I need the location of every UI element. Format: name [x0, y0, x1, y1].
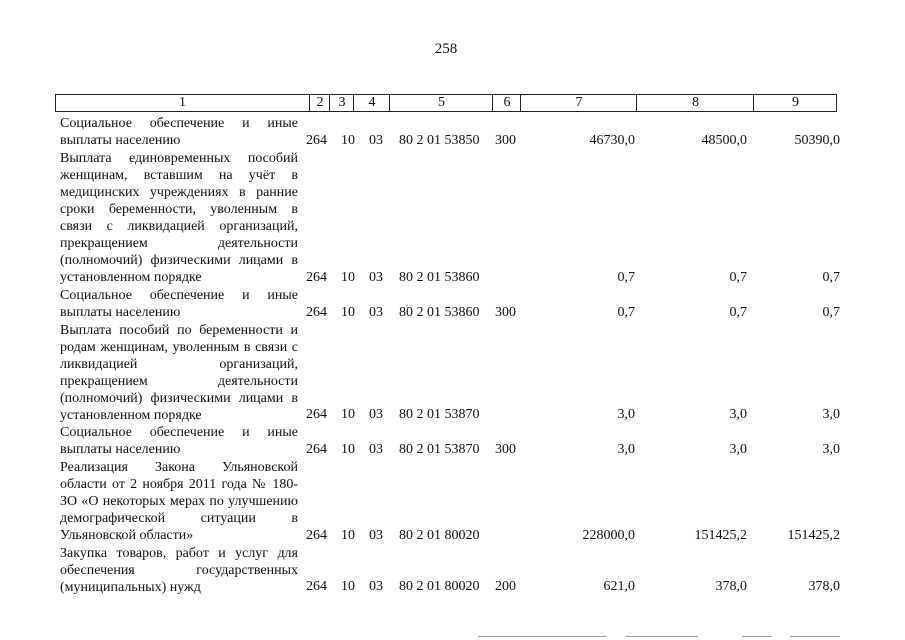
row-col-2: 264 [306, 528, 327, 543]
row-col-3: 10 [341, 407, 355, 422]
row-col-6: 300 [495, 442, 516, 457]
row-description: Реализация Закона Ульяновской области от 2 ноября 2011 года № 180-ЗО «О некоторых мерах по улучшению демографической ситуации в Ульяновской области» [60, 460, 298, 543]
row-description: Выплата пособий по беременности и родам женщинам, уволенным в связи с ликвидацией организаций, прекращением деятельности (полномочий) физическими лицами в установленном порядке [60, 323, 298, 423]
header-col-7: 7 [520, 95, 637, 111]
table-header [55, 94, 837, 112]
scan-artifact-line [790, 636, 840, 637]
row-col-3: 10 [341, 270, 355, 285]
header-col-4: 4 [353, 95, 390, 111]
row-col-8: 0,7 [729, 305, 747, 320]
scan-artifact-line [742, 636, 772, 637]
header-col-3: 3 [329, 95, 354, 111]
row-col-7: 3,0 [617, 442, 635, 457]
row-col-4: 03 [369, 442, 383, 457]
row-col-5: 80 2 01 53870 [399, 442, 480, 457]
row-col-3: 10 [341, 442, 355, 457]
row-col-7: 46730,0 [589, 133, 635, 148]
row-col-3: 10 [341, 133, 355, 148]
row-col-6: 300 [495, 305, 516, 320]
row-col-9: 151425,2 [787, 528, 840, 543]
row-col-2: 264 [306, 305, 327, 320]
row-col-4: 03 [369, 305, 383, 320]
row-col-7: 0,7 [617, 305, 635, 320]
row-col-4: 03 [369, 133, 383, 148]
row-col-5: 80 2 01 53850 [399, 133, 480, 148]
row-col-2: 264 [306, 133, 327, 148]
row-col-8: 48500,0 [701, 133, 747, 148]
row-col-4: 03 [369, 579, 383, 594]
row-description: Выплата единовременных пособий женщинам, вставшим на учёт в медицинских учреждениях в ранние сроки беременности, уволенным в связи с ликвидацией организаций, прекращением деятельности (полномочий) физическими лицами в установленном порядке [60, 151, 298, 285]
row-col-4: 03 [369, 407, 383, 422]
header-col-1: 1 [179, 95, 186, 110]
row-col-8: 378,0 [715, 579, 747, 594]
row-col-4: 03 [369, 528, 383, 543]
row-description: Социальное обеспечение и иные выплаты населению [60, 425, 298, 457]
row-col-8: 3,0 [729, 407, 747, 422]
row-col-7: 3,0 [617, 407, 635, 422]
row-col-2: 264 [306, 579, 327, 594]
row-description: Социальное обеспечение и иные выплаты населению [60, 288, 298, 320]
row-col-9: 3,0 [822, 407, 840, 422]
header-col-5: 5 [389, 95, 493, 111]
row-col-6: 300 [495, 133, 516, 148]
header-col-2: 2 [309, 95, 330, 111]
row-col-7: 0,7 [617, 270, 635, 285]
header-col-6: 6 [492, 95, 521, 111]
row-col-2: 264 [306, 442, 327, 457]
row-col-8: 0,7 [729, 270, 747, 285]
row-col-9: 3,0 [822, 442, 840, 457]
scan-artifact-line [478, 636, 606, 637]
row-col-8: 3,0 [729, 442, 747, 457]
row-col-4: 03 [369, 270, 383, 285]
row-col-8: 151425,2 [694, 528, 747, 543]
row-col-5: 80 2 01 80020 [399, 528, 480, 543]
row-col-9: 0,7 [822, 305, 840, 320]
row-col-2: 264 [306, 270, 327, 285]
row-col-3: 10 [341, 305, 355, 320]
row-col-5: 80 2 01 53870 [399, 407, 480, 422]
page-number: 258 [434, 41, 458, 57]
row-col-7: 621,0 [603, 579, 635, 594]
row-description: Закупка товаров, работ и услуг для обеспечения государственных (муниципальных) нужд [60, 546, 298, 595]
row-col-5: 80 2 01 53860 [399, 305, 480, 320]
row-col-7: 228000,0 [582, 528, 635, 543]
row-col-6: 200 [495, 579, 516, 594]
scan-artifact-line [626, 636, 698, 637]
row-col-9: 378,0 [808, 579, 840, 594]
row-col-5: 80 2 01 53860 [399, 270, 480, 285]
row-col-9: 50390,0 [794, 133, 840, 148]
row-description: Социальное обеспечение и иные выплаты населению [60, 116, 298, 148]
header-col-8: 8 [636, 95, 754, 111]
row-col-3: 10 [341, 528, 355, 543]
row-col-2: 264 [306, 407, 327, 422]
row-col-5: 80 2 01 80020 [399, 579, 480, 594]
row-col-3: 10 [341, 579, 355, 594]
row-col-9: 0,7 [822, 270, 840, 285]
header-col-9: 9 [753, 95, 837, 111]
